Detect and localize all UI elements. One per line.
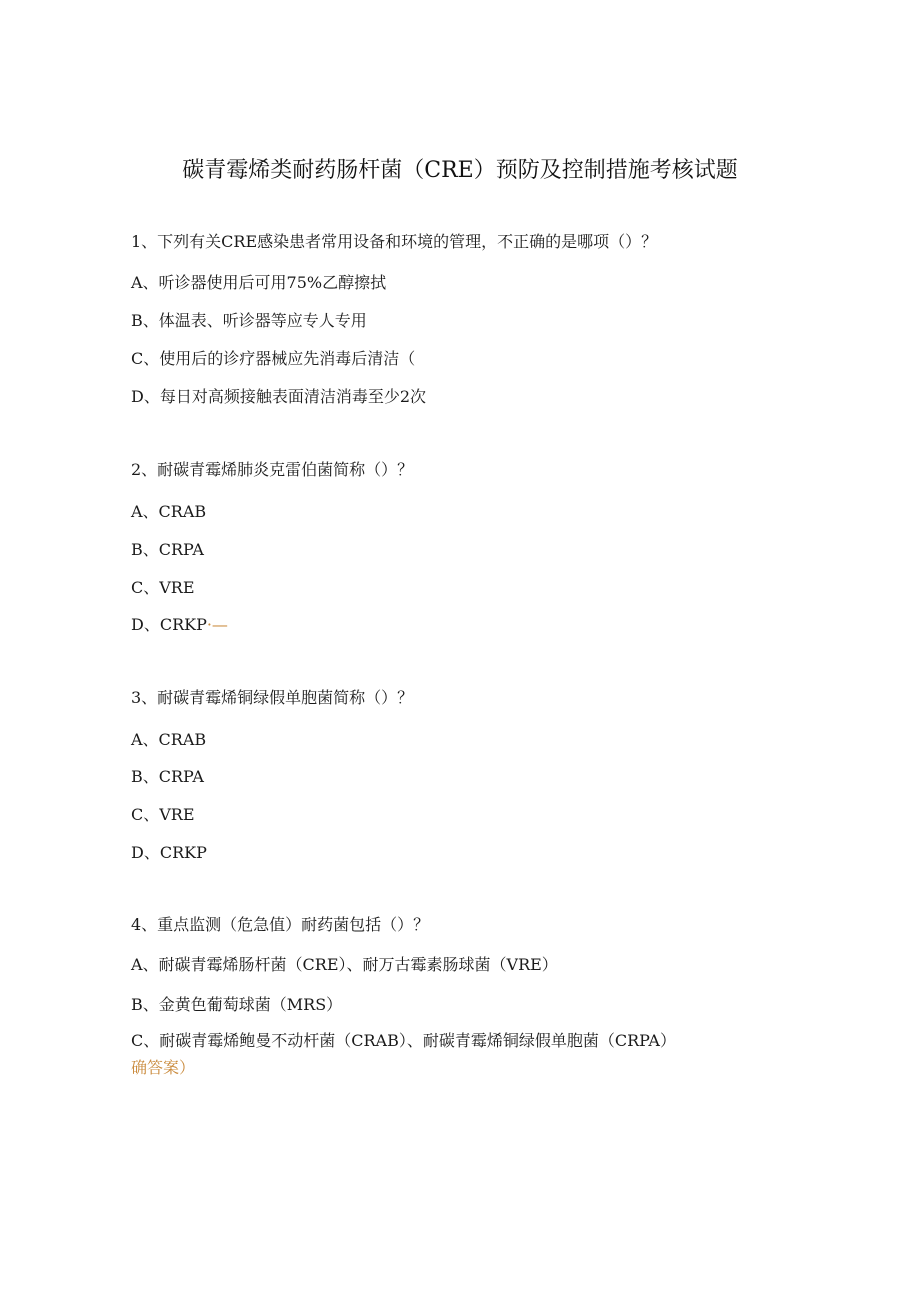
question-1-option-d: D、每日对高频接触表面清洁消毒至少2次 <box>131 387 427 406</box>
question-4-option-c: C、耐碳青霉烯鲍曼不动杆菌（CRAB）、耐碳青霉烯铜绿假单胞菌（CRPA） <box>131 1031 676 1050</box>
question-3-option-b: B、CRPA <box>131 767 204 786</box>
question-2-stem: 2、耐碳青霉烯肺炎克雷伯菌简称（）？ <box>131 460 414 479</box>
question-1-option-b: B、体温表、听诊器等应专人专用 <box>131 311 367 330</box>
question-3-option-a: A、CRAB <box>131 730 207 749</box>
question-4-stem: 4、重点监测（危急值）耐药菌包括（）？ <box>131 915 430 934</box>
question-1-option-a: A、听诊器使用后可用75%乙醇擦拭 <box>131 273 387 292</box>
page-title: 碳青霉烯类耐药肠杆菌（CRE）预防及控制措施考核试题 <box>182 158 738 183</box>
question-3-option-d: D、CRKP <box>131 843 207 862</box>
question-2-option-a: A、CRAB <box>131 502 207 521</box>
question-2-option-d: D、CRKP <box>131 615 207 634</box>
question-3-stem: 3、耐碳青霉烯铜绿假单胞菌简称（）？ <box>131 688 414 707</box>
answer-mark: ·— <box>206 615 228 634</box>
question-2-option-d-row <box>131 615 228 635</box>
question-2-option-b: B、CRPA <box>131 540 204 559</box>
question-4-option-b: B、金黄色葡萄球菌（MRS） <box>131 995 343 1014</box>
question-1-option-c: C、使用后的诊疗器械应先消毒后清洁（ <box>131 349 416 368</box>
question-1-stem: 1、下列有关CRE感染患者常用设备和环境的管理，不正确的是哪项（）？ <box>131 232 658 251</box>
question-2-option-c: C、VRE <box>131 578 195 597</box>
question-4-option-a: A、耐碳青霉烯肠杆菌（CRE）、耐万古霉素肠球菌（VRE） <box>131 955 558 974</box>
answer-note: 确答案） <box>131 1058 196 1077</box>
question-3-option-c: C、VRE <box>131 805 195 824</box>
